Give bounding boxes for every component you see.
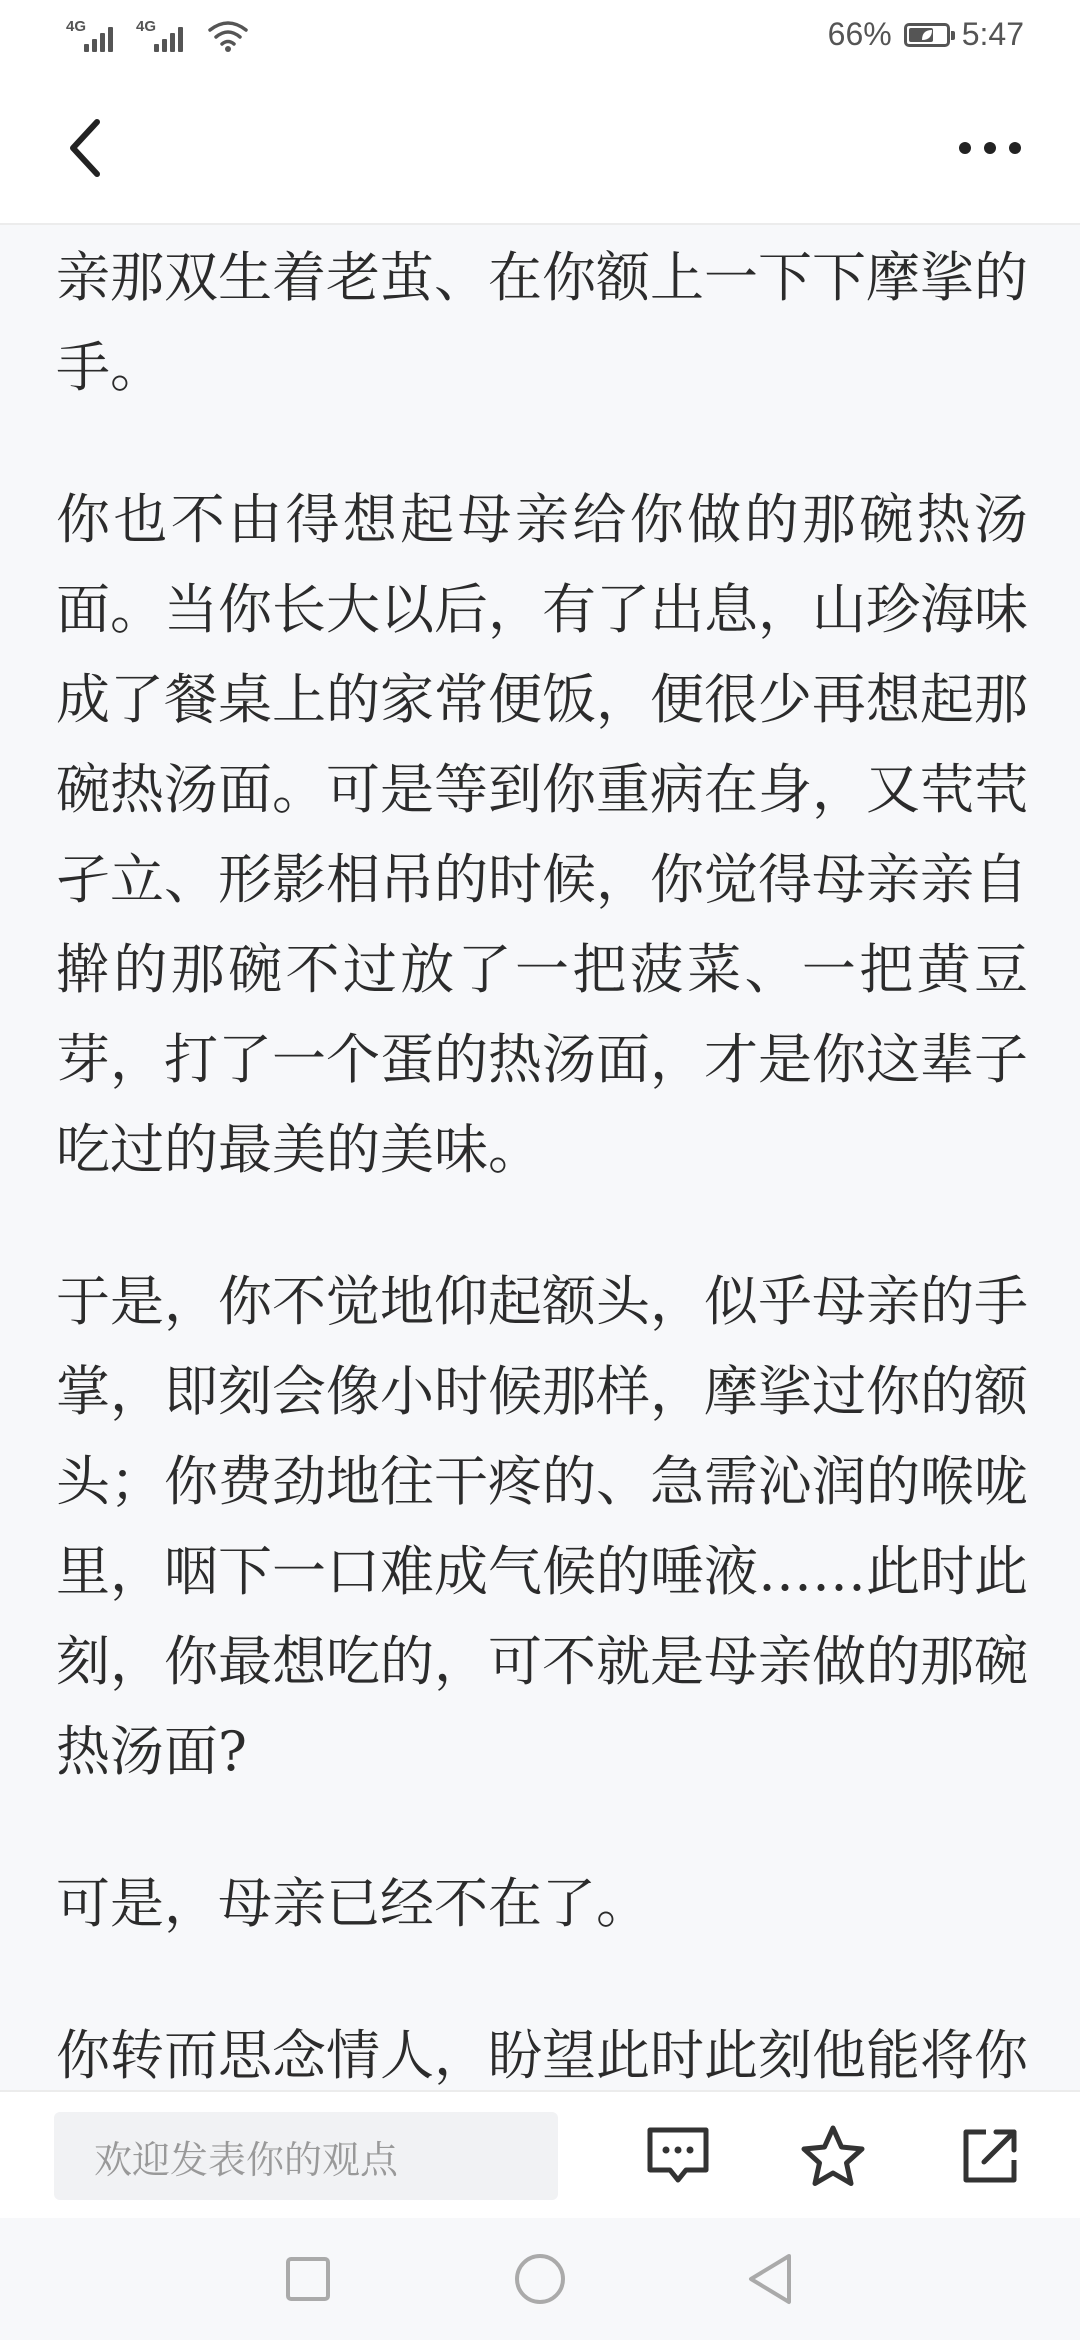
recent-apps-button[interactable] — [278, 2249, 338, 2309]
battery-icon — [904, 23, 950, 47]
comment-icon — [646, 2126, 710, 2186]
more-horizontal-icon — [955, 138, 1025, 158]
article-content[interactable] — [0, 225, 1080, 2090]
network-type-label: 4G — [66, 18, 87, 35]
back-triangle-icon — [745, 2252, 795, 2306]
chevron-left-icon — [65, 118, 105, 178]
leaf-icon — [920, 28, 934, 42]
recent-apps-icon — [284, 2255, 332, 2303]
back-button[interactable] — [50, 110, 120, 186]
comment-input[interactable] — [54, 2112, 558, 2200]
status-left — [66, 18, 250, 54]
status-right — [828, 16, 1024, 53]
share-icon — [960, 2126, 1020, 2186]
action-bar — [0, 2090, 1080, 2218]
network-type-label: 4G — [136, 18, 157, 35]
star-icon — [800, 2124, 866, 2188]
status-time: 5:47 — [961, 16, 1024, 52]
favorite-button[interactable] — [789, 2112, 877, 2200]
signal-icon — [136, 18, 192, 54]
article-paragraph: 亲那双生着老茧、在你额上一下下摩挲的手。 — [56, 246, 1028, 399]
article-paragraph: 于是，你不觉地仰起额头，似乎母亲的手掌，即刻会像小时候那样，摩挲过你的额头；你费劲地往干疼的、急需沁润的喉咙里，咽下一口难成气候的唾液……此时此刻，你最想吃的，可不就是母亲做的那碗热汤面? — [56, 1270, 1028, 1783]
system-back-button[interactable] — [740, 2249, 800, 2309]
wifi-icon — [206, 18, 250, 54]
article-body — [56, 233, 1028, 2090]
share-button[interactable] — [946, 2112, 1034, 2200]
nav-bar — [0, 72, 1080, 225]
more-button[interactable] — [950, 110, 1030, 186]
system-navigation-bar — [0, 2218, 1080, 2340]
status-bar — [0, 0, 1080, 72]
article-paragraph: 你转而思念情人，盼望此时此刻他能将你 — [56, 2024, 1028, 2087]
battery-percent: 66% — [827, 16, 892, 52]
comment-placeholder: 欢迎发表你的观点 — [94, 2137, 399, 2182]
article-paragraph: 你也不由得想起母亲给你做的那碗热汤面。当你长大以后，有了出息，山珍海味成了餐桌上的家常便饭，便很少再想起那碗热汤面。可是等到你重病在身，又茕茕孑立、形影相吊的时候，你觉得母亲亲自擀的那碗不过放了一把菠菜、一把黄豆芽，打了一个蛋的热汤面，才是你这辈子吃过的最美的美味。 — [56, 488, 1028, 1181]
home-icon — [513, 2252, 567, 2306]
signal-icon — [66, 18, 122, 54]
comment-button[interactable] — [634, 2112, 722, 2200]
article-paragraph: 可是，母亲已经不在了。 — [56, 1872, 650, 1935]
home-button[interactable] — [510, 2249, 570, 2309]
